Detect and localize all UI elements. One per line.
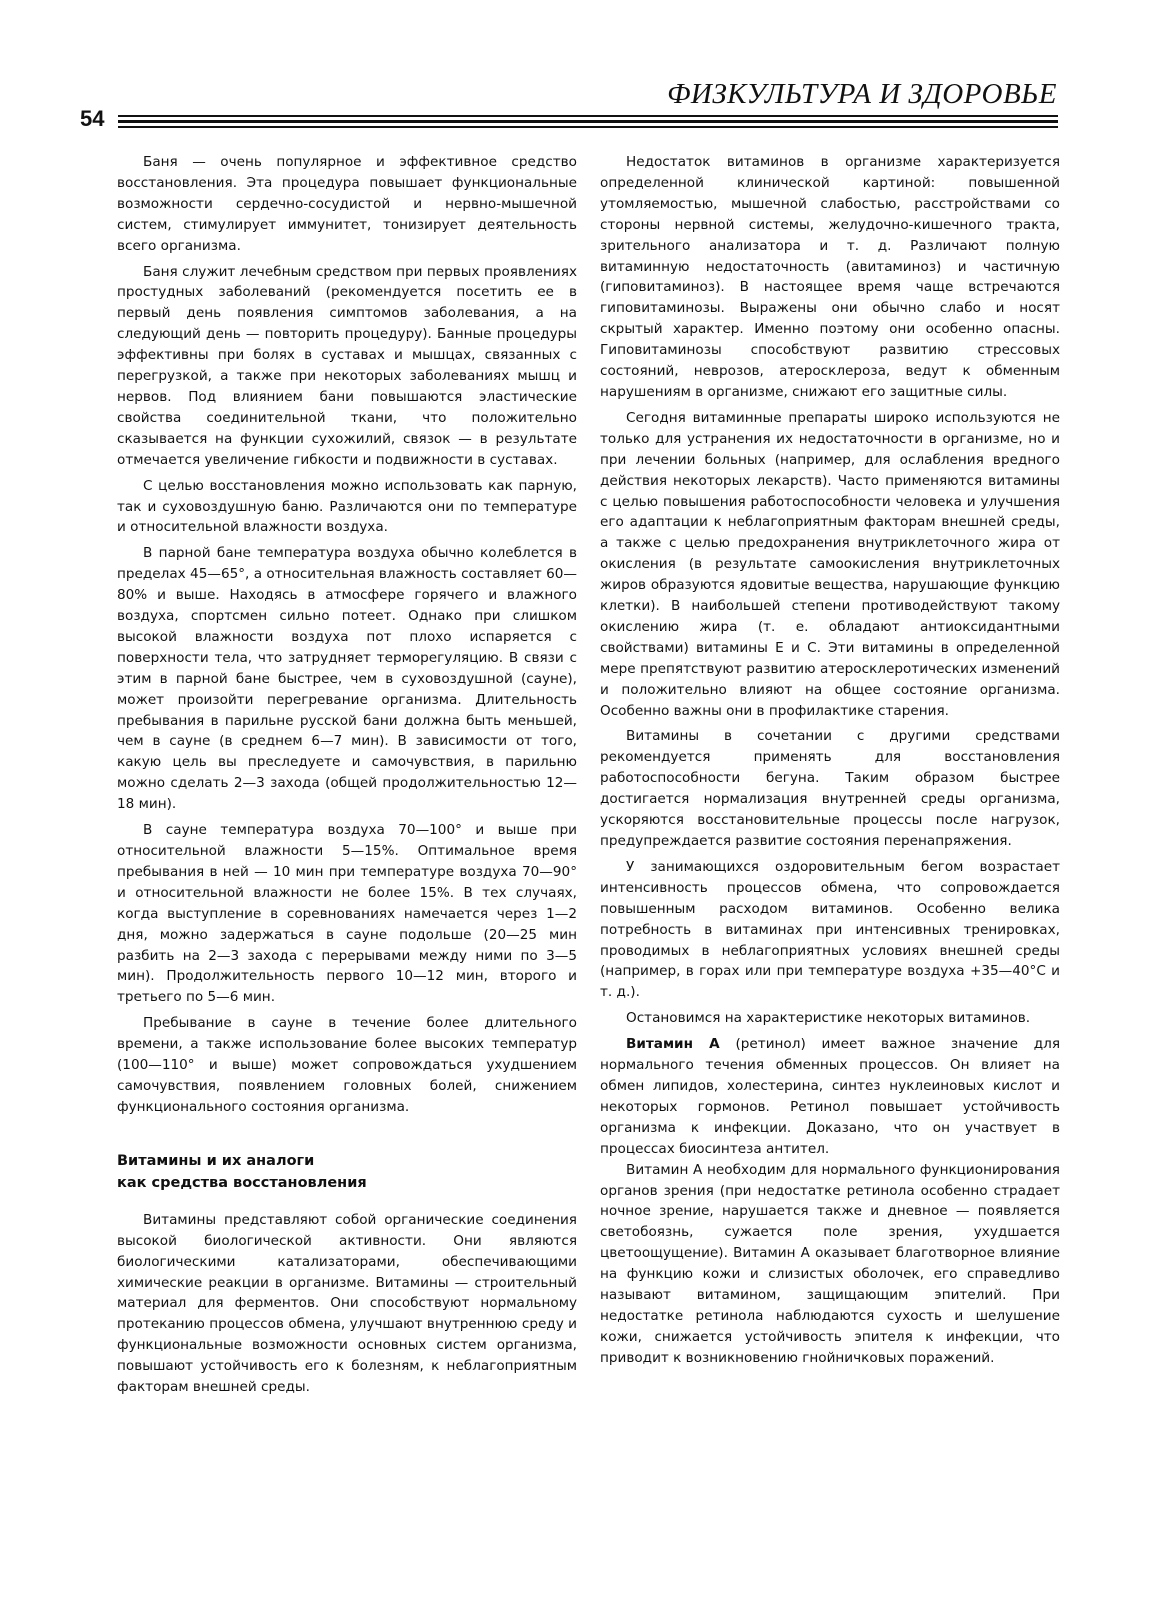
paragraph: Витамины представляют собой органические соединения высокой биологической активности. Они являются биологическими катализаторами, обеспечивающими химические реакции в организме. Витамины — строительный материал для ферментов. Они способствуют нормальному протеканию процессов обмена, улучшают внутреннюю среду и функциональные возможности основных систем организма, повышают устойчивость его к болезням, к неблагоприятным факторам внешней среды. xyxy=(117,1211,577,1396)
page-number: 54 xyxy=(80,106,105,131)
paragraph: Витамины в сочетании с другими средствами рекомендуется применять для восстановления работоспособности бегуна. Таким образом быстрее достигается нормализация внутренней среды организма, ускоряются восстановительные процессы после нагрузок, предупреждается развитие состояния перенапряжения. xyxy=(600,728,1060,849)
header-rule-top xyxy=(118,115,1058,117)
paragraph: В сауне температура воздуха 70—100° и выше при относительной влажности 5—15%. Оптимальное время пребывания в ней — 10 мин при температуре воздуха 70—90° и относительной влажности не более 15%. В тех случаях, когда выступление в соревнованиях намечается через 1—2 дня, можно задержаться в сауне подольше (20—25 мин разбить на 2—3 захода с перерывами между ними по 3—5 мин). Продолжительность первого 10—12 мин, второго и третьего по 5—6 мин. xyxy=(117,822,577,1006)
header-rule-middle xyxy=(118,120,1058,123)
paragraph: С целью восстановления можно использовать как парную, так и суховоздушную баню. Различаются они по температуре и относительной влажности воздуха. xyxy=(117,477,577,536)
paragraph: Баня — очень популярное и эффективное средство восстановления. Эта процедура повышает функциональные возможности сердечно-сосудистой и нервно-мышечной систем, стимулирует иммунитет, тонизирует деятельность всего организма. xyxy=(117,154,577,254)
paragraph: Баня служит лечебным средством при первых проявлениях простудных заболеваний (рекомендуется посетить ее в первый день появления симптомов заболевания, а на следующий день — повторить процедуру). Банные процедуры эффективны при болях в суставах и мышцах, связанных с перегрузкой, а также при некоторых заболеваниях мышц и нервов. Под влиянием бани повышаются эластические свойства соединительной ткани, что положительно сказывается на функции сухожилий, связок — в результате отмечается увеличение гибкости и подвижности в суставах. xyxy=(117,263,577,468)
section-heading-line: Витамины и их аналоги xyxy=(117,1152,315,1169)
header-rule-bottom xyxy=(118,126,1058,128)
vitamin-a-term: Витамин А xyxy=(626,1036,720,1053)
paragraph: В парной бане температура воздуха обычно колеблется в пределах 45—65°, а относительная влажность составляет 60—80% и выше. Находясь в атмосфере горячего и влажного воздуха, спортсмен сильно потеет. Однако при слишком высокой влажности воздуха пот плохо испаряется с поверхности тела, что затрудняет терморегуляцию. В связи с этим в парной бане быстрее, чем в суховоздушной (сауне), может произойти перегревание организма. Длительность пребывания в парильне русской бани должна быть меньшей, чем в сауне (в среднем 6—7 мин). В зависимости от того, какую цель вы преследуете и самочувствия, в парильню можно сделать 2—3 захода (общей продолжительностью 12—18 мин). xyxy=(117,545,577,813)
section-heading-line: как средства восстановления xyxy=(117,1174,367,1191)
left-column xyxy=(117,152,577,1403)
section-heading xyxy=(117,1150,577,1194)
paragraph: У занимающихся оздоровительным бегом возрастает интенсивность процессов обмена, что сопровождается повышенным расходом витаминов. Особенно велика потребность в витаминах при интенсивных тренировках, проводимых в неблагоприятных условиях внешней среды (например, в горах или при температуре воздуха +35—40°С и т. д.). xyxy=(600,858,1060,1001)
vitamin-a-paragraph xyxy=(600,1034,1060,1159)
section-title: ФИЗКУЛЬТУРА И ЗДОРОВЬЕ xyxy=(667,78,1057,110)
paragraph: Витамин А необходим для нормального функционирования органов зрения (при недостатке ретинола особенно страдает ночное зрение, нарушается также и дневное — появляется светобоязнь, сужается поле зрения, ухудшается цветоощущение). Витамин А оказывает благотворное влияние на функцию кожи и слизистых оболочек, его справедливо называют витамином, защищающим эпителий. При недостатке ретинола наблюдаются сухость и шелушение кожи, снижается устойчивость эпителя к инфекции, что приводит к возникновению гнойничковых поражений. xyxy=(600,1161,1060,1366)
header-rules xyxy=(118,115,1058,128)
vitamin-a-text: (ретинол) имеет важное значение для нормального течения обменных процессов. Он влияет на обмен липидов, холестерина, синтез нуклеиновых кислот и некоторых гормонов. Ретинол повышает устойчивость организма к инфекции. Доказано, что он участвует в процессах биосинтеза антител. xyxy=(600,1036,1060,1157)
paragraph: Остановимся на характеристике некоторых витаминов. xyxy=(626,1010,1031,1027)
paragraph: Пребывание в сауне в течение более длительного времени, а также использование более высоких температур (100—110° и выше) может сопровождаться ухудшением самочувствия, появлением головных болей, снижением функционального состояния организма. xyxy=(117,1015,577,1115)
right-column xyxy=(600,152,1060,1374)
paragraph: Сегодня витаминные препараты широко используются не только для устранения их недостаточности в организме, но и при лечении больных (например, для ослабления вредного действия некоторых лекарств). Часто применяются витамины с целью повышения работоспособности человека и улучшения его адаптации к неблагоприятным факторам внешней среды, а также с целью предохранения внутриклеточного жира от окисления (в результате самоокисления внутриклеточных жиров образуются ядовитые вещества, нарушающие функцию клетки). В наибольшей степени противодействуют такому окислению жира (т. е. обладают антиоксидантными свойствами) витамины Е и С. Эти витамины в определенной мере препятствуют развитию атеросклеротических изменений и положительно влияют на общее состояние организма. Особенно важны они в профилактике старения. xyxy=(600,409,1060,719)
paragraph: Недостаток витаминов в организме характеризуется определенной клинической картиной: повышенной утомляемостью, мышечной слабостью, расстройствами со стороны нервной системы, желудочно-кишечного тракта, зрительного анализатора и т. д. Различают полную витаминную недостаточность (авитаминоз) и частичную (гиповитаминоз). В настоящее время чаще встречаются гиповитаминозы. Выражены они обычно слабо и носят скрытый характер. Именно поэтому они особенно опасны. Гиповитаминозы способствуют развитию стрессовых состояний, неврозов, атеросклероза, ведут к обменным нарушениям в организме, снижают его защитные силы. xyxy=(600,154,1060,400)
